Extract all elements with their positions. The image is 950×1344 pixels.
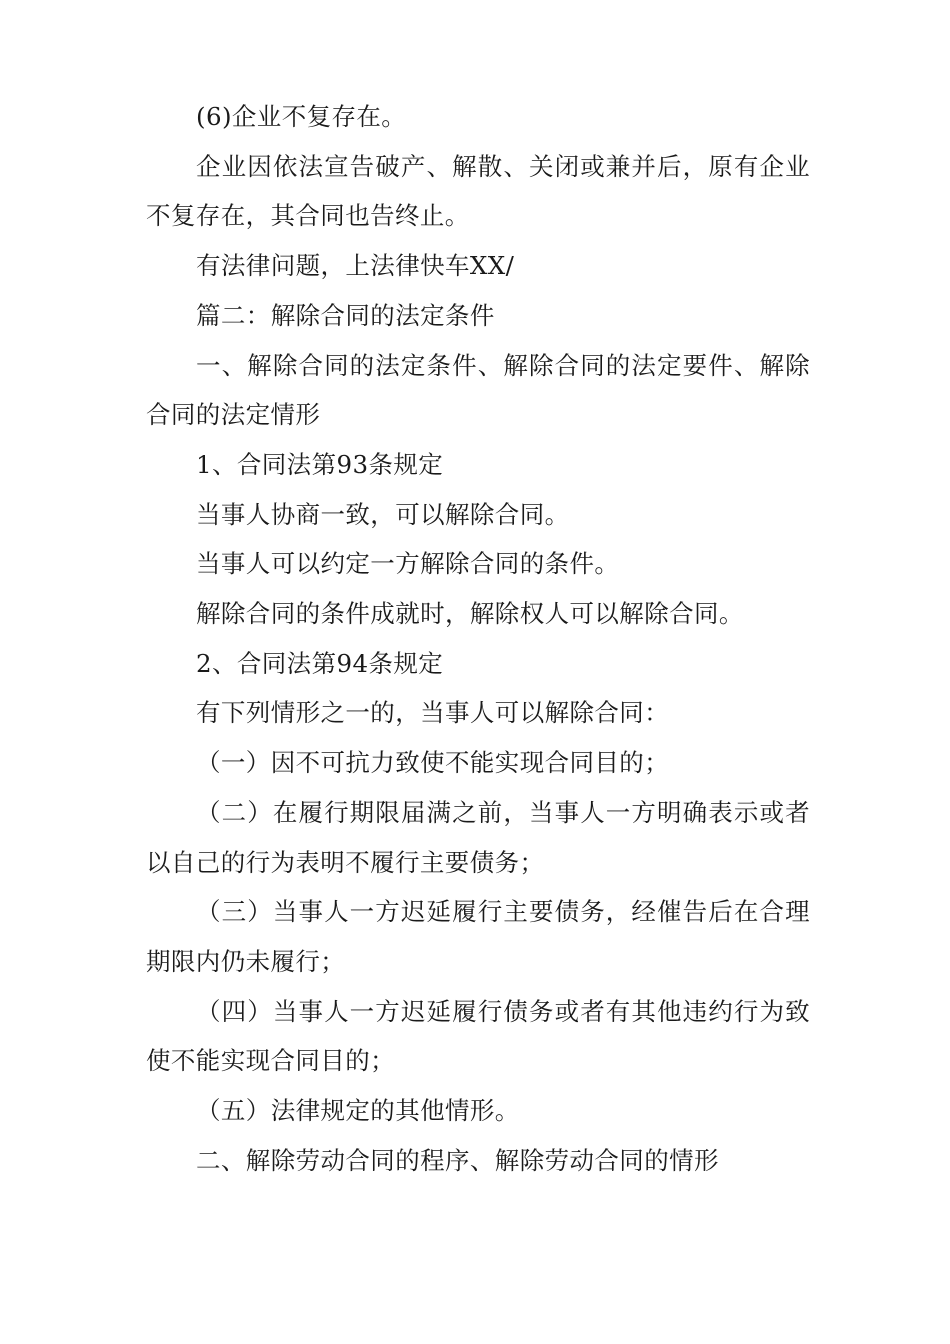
document-body xyxy=(146,92,810,1185)
paragraph-15: （四）当事人一方迟延履行债务或者有其他违约行为致使不能实现合同目的； xyxy=(146,996,810,1076)
paragraph-1: (6)企业不复存在。 xyxy=(196,102,407,131)
paragraph-17: 二、解除劳动合同的程序、解除劳动合同的情形 xyxy=(196,1145,719,1175)
paragraph-7: 当事人协商一致，可以解除合同。 xyxy=(196,499,570,529)
paragraph-2: 企业因依法宣告破产、解散、关闭或兼并后，原有企业不复存在，其合同也告终止。 xyxy=(146,151,810,231)
paragraph-9: 解除合同的条件成就时，解除权人可以解除合同。 xyxy=(196,599,744,629)
paragraph-5: 一、解除合同的法定条件、解除合同的法定要件、解除合同的法定情形 xyxy=(146,350,810,430)
paragraph-3: 有法律问题，上法律快车XX/ xyxy=(196,251,515,281)
paragraph-16: （五）法律规定的其他情形。 xyxy=(196,1096,520,1126)
paragraph-13: （二）在履行期限届满之前，当事人一方明确表示或者以自己的行为表明不履行主要债务； xyxy=(146,797,810,877)
paragraph-12: （一）因不可抗力致使不能实现合同目的； xyxy=(196,748,670,778)
paragraph-11: 有下列情形之一的，当事人可以解除合同： xyxy=(196,698,670,728)
section-heading-2: 篇二：解除合同的法定条件 xyxy=(196,300,495,330)
paragraph-14: （三）当事人一方迟延履行主要债务，经催告后在合理期限内仍未履行； xyxy=(146,897,810,976)
paragraph-8: 当事人可以约定一方解除合同的条件。 xyxy=(196,549,620,579)
paragraph-6: 1、合同法第93条规定 xyxy=(196,449,444,479)
paragraph-10: 2、合同法第94条规定 xyxy=(196,648,444,678)
